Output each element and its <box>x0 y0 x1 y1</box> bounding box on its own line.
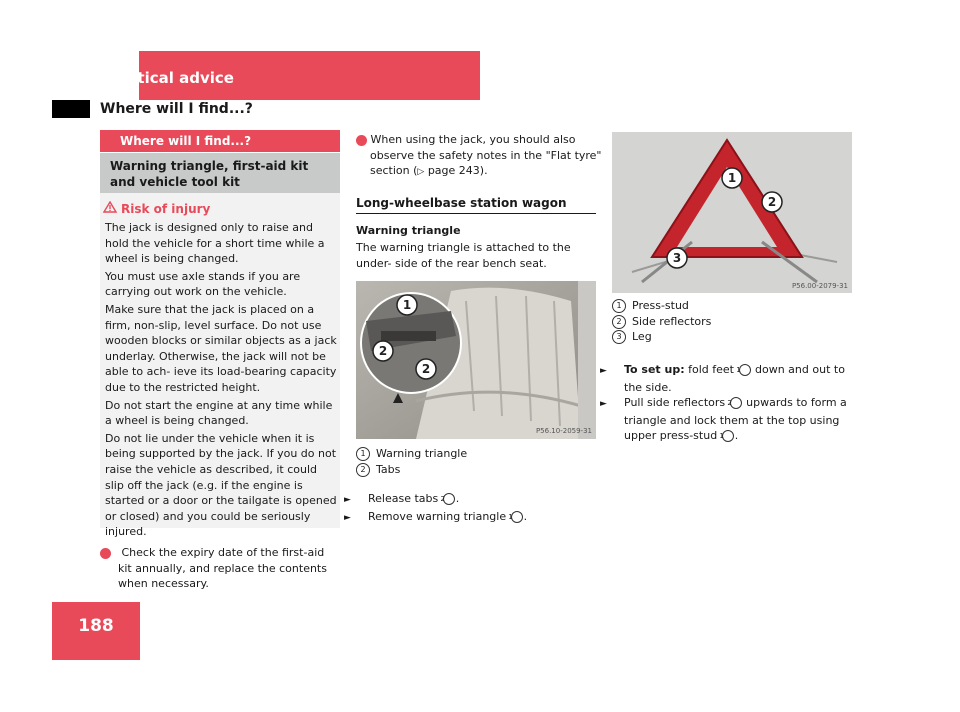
warning-heading-text: Risk of injury <box>121 202 211 216</box>
list-item: ► To set up: fold feet 1 down and out to the side. <box>600 363 845 394</box>
warning-heading <box>103 201 210 216</box>
warning-paragraph: The jack is designed only to raise and hold the vehicle for a short time while a wheel is being changed. <box>105 221 325 266</box>
list-item: 2 Tabs <box>356 462 596 478</box>
jack-note-text: When using the jack, you should also observe the safety notes in the "Flat tyre" section ( <box>370 133 602 178</box>
callout-3: 3 <box>672 251 682 265</box>
step-arrow-icon: ► <box>600 399 607 410</box>
first-aid-note-text: Check the expiry date of the first-aid kit annually, and replace the contents when necessary. <box>118 546 327 591</box>
header-marker <box>52 100 90 118</box>
subsection-title: Warning triangle, first-aid kit and vehicle tool kit <box>110 159 309 189</box>
list-item: ► Release tabs 2 . <box>356 491 596 509</box>
legend-list <box>612 298 852 345</box>
long-wheelbase-heading: Long-wheelbase station wagon <box>356 196 596 214</box>
step-list <box>344 491 596 526</box>
info-icon: i <box>356 135 367 146</box>
chapter-title: Practical advice <box>100 69 234 87</box>
warning-paragraph: You must use axle stands if you are carrying out work on the vehicle. <box>105 269 301 299</box>
warning-triangle-photo <box>612 132 852 293</box>
warning-triangle-icon <box>103 201 119 216</box>
callout-2b: 2 <box>421 362 431 376</box>
page-subtitle: Where will I find...? <box>100 101 253 117</box>
jack-note-page: page 243). <box>424 164 488 178</box>
warning-paragraph: Make sure that the jack is placed on a firm, non-slip, level surface. Do not use wooden blocks or similar objects as a jack underlay. Otherwise, the jack will not be able to ach- ieve its load-bearing capacity due to the restricted height. <box>105 302 337 394</box>
list-item: 1 Warning triangle <box>356 446 596 462</box>
warning-body <box>105 220 337 542</box>
jack-note <box>352 132 610 181</box>
step-list <box>600 362 852 444</box>
cross-reference-arrow-icon: ▷ <box>417 167 425 178</box>
section-title: Where will I find...? <box>120 134 252 148</box>
list-item: 3 Leg <box>612 329 852 345</box>
callout-1: 1 <box>402 298 412 312</box>
callout-1: 1 <box>727 171 737 185</box>
warning-triangle-body: The warning triangle is attached to the under- side of the rear bench seat. <box>356 241 571 270</box>
warning-paragraph: Do not lie under the vehicle when it is being supported by the jack. If you do not raise the vehicle as described, it could slip off the jack (e.g. if the engine is started or a door or the tailgate is opened or closed) and you could be seriously injured. <box>105 431 337 539</box>
callout-2: 2 <box>767 195 777 209</box>
list-item: ► Remove warning triangle 1 . <box>356 509 596 527</box>
warning-paragraph: Do not start the engine at any time while a wheel is being changed. <box>105 398 333 428</box>
step-arrow-icon: ► <box>344 512 351 523</box>
first-aid-note <box>94 545 338 592</box>
rear-seat-photo <box>356 281 596 439</box>
legend-list <box>356 446 596 477</box>
warning-triangle-heading: Warning triangle <box>356 224 461 237</box>
list-item: 2 Side reflectors <box>612 314 852 330</box>
info-icon: i <box>100 548 111 559</box>
callout-2: 2 <box>378 344 388 358</box>
step-arrow-icon: ► <box>600 366 607 376</box>
list-item: 1 Press-stud <box>612 298 852 314</box>
step-arrow-icon: ► <box>344 495 351 505</box>
list-item: ► Pull side reflectors 2 upwards to form a triangle and lock them at the top using upper press-stud 1 . <box>600 396 847 443</box>
photo-code: P56.10-2059-31 <box>535 427 592 435</box>
page-number: 188 <box>78 616 114 636</box>
photo-code: P56.00-2079-31 <box>791 282 848 290</box>
